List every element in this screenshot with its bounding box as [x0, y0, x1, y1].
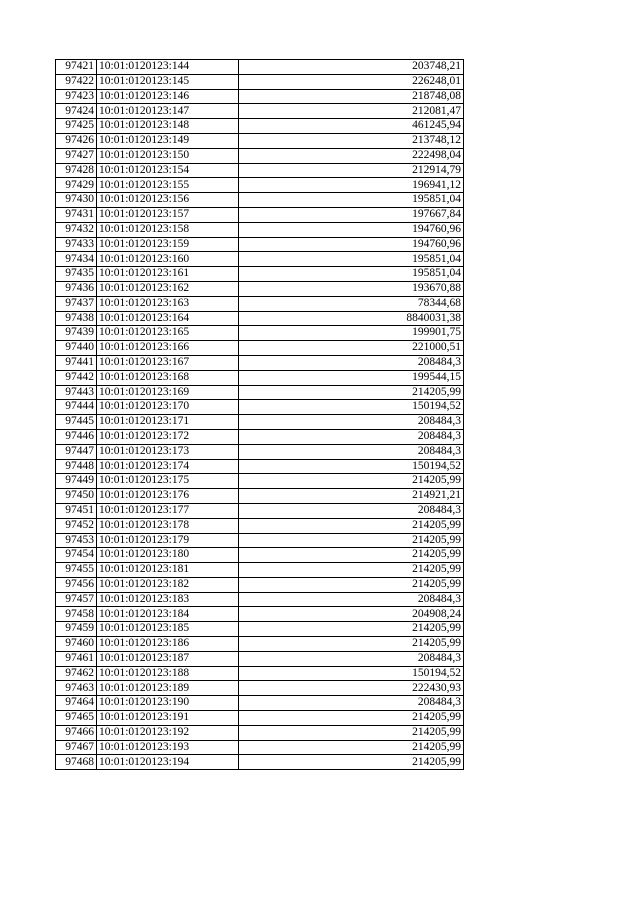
- cadastral-number-cell: 10:01:0120123:192: [97, 725, 239, 740]
- cadastral-value-cell: 222430,93: [239, 681, 464, 696]
- row-number-cell: 97433: [56, 237, 97, 252]
- cadastral-value-cell: 208484,3: [239, 429, 464, 444]
- cadastral-value-cell: 214205,99: [239, 518, 464, 533]
- cadastral-value-cell: 194760,96: [239, 222, 464, 237]
- table-row: [56, 415, 464, 430]
- cadastral-value-cell: 208484,3: [239, 696, 464, 711]
- table-row: [56, 651, 464, 666]
- cadastral-value-cell: 461245,94: [239, 119, 464, 134]
- table-row: [56, 193, 464, 208]
- table-row: [56, 563, 464, 578]
- cadastral-number-cell: 10:01:0120123:149: [97, 133, 239, 148]
- row-number-cell: 97426: [56, 133, 97, 148]
- cadastral-number-cell: 10:01:0120123:193: [97, 740, 239, 755]
- table-row: [56, 326, 464, 341]
- cadastral-number-cell: 10:01:0120123:166: [97, 341, 239, 356]
- cadastral-value-cell: 193670,88: [239, 281, 464, 296]
- cadastral-value-table: [55, 59, 464, 770]
- cadastral-number-cell: 10:01:0120123:180: [97, 548, 239, 563]
- cadastral-value-cell: 214921,21: [239, 489, 464, 504]
- row-number-cell: 97443: [56, 385, 97, 400]
- cadastral-value-cell: 199901,75: [239, 326, 464, 341]
- table-row: [56, 548, 464, 563]
- row-number-cell: 97447: [56, 444, 97, 459]
- cadastral-number-cell: 10:01:0120123:163: [97, 296, 239, 311]
- cadastral-value-cell: 214205,99: [239, 622, 464, 637]
- cadastral-value-cell: 214205,99: [239, 563, 464, 578]
- cadastral-value-cell: 214205,99: [239, 740, 464, 755]
- table-row: [56, 252, 464, 267]
- row-number-cell: 97457: [56, 592, 97, 607]
- cadastral-value-cell: 208484,3: [239, 503, 464, 518]
- cadastral-number-cell: 10:01:0120123:189: [97, 681, 239, 696]
- cadastral-number-cell: 10:01:0120123:168: [97, 370, 239, 385]
- row-number-cell: 97456: [56, 577, 97, 592]
- cadastral-number-cell: 10:01:0120123:150: [97, 148, 239, 163]
- cadastral-number-cell: 10:01:0120123:146: [97, 89, 239, 104]
- table-body: [56, 60, 464, 770]
- table-row: [56, 696, 464, 711]
- cadastral-number-cell: 10:01:0120123:164: [97, 311, 239, 326]
- row-number-cell: 97439: [56, 326, 97, 341]
- table-row: [56, 355, 464, 370]
- cadastral-number-cell: 10:01:0120123:185: [97, 622, 239, 637]
- cadastral-number-cell: 10:01:0120123:173: [97, 444, 239, 459]
- table-row: [56, 474, 464, 489]
- cadastral-number-cell: 10:01:0120123:156: [97, 193, 239, 208]
- row-number-cell: 97467: [56, 740, 97, 755]
- row-number-cell: 97450: [56, 489, 97, 504]
- cadastral-value-cell: 214205,99: [239, 385, 464, 400]
- row-number-cell: 97444: [56, 400, 97, 415]
- row-number-cell: 97465: [56, 711, 97, 726]
- cadastral-value-cell: 214205,99: [239, 533, 464, 548]
- cadastral-value-cell: 208484,3: [239, 444, 464, 459]
- cadastral-value-cell: 213748,12: [239, 133, 464, 148]
- table-row: [56, 518, 464, 533]
- cadastral-number-cell: 10:01:0120123:179: [97, 533, 239, 548]
- row-number-cell: 97461: [56, 651, 97, 666]
- row-number-cell: 97455: [56, 563, 97, 578]
- cadastral-value-cell: 196941,12: [239, 178, 464, 193]
- cadastral-value-cell: 208484,3: [239, 592, 464, 607]
- cadastral-number-cell: 10:01:0120123:170: [97, 400, 239, 415]
- table-row: [56, 341, 464, 356]
- cadastral-number-cell: 10:01:0120123:188: [97, 666, 239, 681]
- cadastral-value-cell: 214205,99: [239, 637, 464, 652]
- cadastral-number-cell: 10:01:0120123:169: [97, 385, 239, 400]
- cadastral-number-cell: 10:01:0120123:162: [97, 281, 239, 296]
- cadastral-number-cell: 10:01:0120123:176: [97, 489, 239, 504]
- table-row: [56, 296, 464, 311]
- table-row: [56, 459, 464, 474]
- cadastral-number-cell: 10:01:0120123:186: [97, 637, 239, 652]
- row-number-cell: 97424: [56, 104, 97, 119]
- table-row: [56, 637, 464, 652]
- row-number-cell: 97434: [56, 252, 97, 267]
- cadastral-number-cell: 10:01:0120123:148: [97, 119, 239, 134]
- row-number-cell: 97464: [56, 696, 97, 711]
- row-number-cell: 97454: [56, 548, 97, 563]
- cadastral-number-cell: 10:01:0120123:172: [97, 429, 239, 444]
- row-number-cell: 97429: [56, 178, 97, 193]
- cadastral-number-cell: 10:01:0120123:191: [97, 711, 239, 726]
- cadastral-number-cell: 10:01:0120123:184: [97, 607, 239, 622]
- cadastral-value-cell: 204908,24: [239, 607, 464, 622]
- row-number-cell: 97466: [56, 725, 97, 740]
- cadastral-value-cell: 222498,04: [239, 148, 464, 163]
- cadastral-value-cell: 195851,04: [239, 252, 464, 267]
- cadastral-number-cell: 10:01:0120123:177: [97, 503, 239, 518]
- cadastral-value-cell: 194760,96: [239, 237, 464, 252]
- cadastral-value-cell: 78344,68: [239, 296, 464, 311]
- table-row: [56, 577, 464, 592]
- table-row: [56, 74, 464, 89]
- cadastral-value-cell: 195851,04: [239, 193, 464, 208]
- cadastral-number-cell: 10:01:0120123:183: [97, 592, 239, 607]
- table-row: [56, 725, 464, 740]
- table-row: [56, 237, 464, 252]
- row-number-cell: 97437: [56, 296, 97, 311]
- table-row: [56, 163, 464, 178]
- table-row: [56, 60, 464, 75]
- cadastral-value-cell: 150194,52: [239, 459, 464, 474]
- table-row: [56, 681, 464, 696]
- table-row: [56, 740, 464, 755]
- cadastral-value-cell: 197667,84: [239, 207, 464, 222]
- cadastral-value-cell: 208484,3: [239, 651, 464, 666]
- cadastral-number-cell: 10:01:0120123:194: [97, 755, 239, 770]
- table-row: [56, 592, 464, 607]
- table-row: [56, 607, 464, 622]
- table-row: [56, 222, 464, 237]
- cadastral-value-cell: 195851,04: [239, 267, 464, 282]
- table-row: [56, 429, 464, 444]
- row-number-cell: 97460: [56, 637, 97, 652]
- cadastral-number-cell: 10:01:0120123:144: [97, 60, 239, 75]
- row-number-cell: 97423: [56, 89, 97, 104]
- cadastral-number-cell: 10:01:0120123:190: [97, 696, 239, 711]
- cadastral-number-cell: 10:01:0120123:181: [97, 563, 239, 578]
- table-row: [56, 489, 464, 504]
- cadastral-number-cell: 10:01:0120123:154: [97, 163, 239, 178]
- cadastral-value-cell: 214205,99: [239, 577, 464, 592]
- row-number-cell: 97438: [56, 311, 97, 326]
- table-row: [56, 622, 464, 637]
- table-row: [56, 207, 464, 222]
- table-row: [56, 267, 464, 282]
- table-row: [56, 133, 464, 148]
- cadastral-number-cell: 10:01:0120123:178: [97, 518, 239, 533]
- table-row: [56, 711, 464, 726]
- cadastral-number-cell: 10:01:0120123:182: [97, 577, 239, 592]
- table-row: [56, 311, 464, 326]
- cadastral-value-cell: 208484,3: [239, 415, 464, 430]
- row-number-cell: 97436: [56, 281, 97, 296]
- table-row: [56, 89, 464, 104]
- cadastral-number-cell: 10:01:0120123:147: [97, 104, 239, 119]
- cadastral-value-cell: 212081,47: [239, 104, 464, 119]
- row-number-cell: 97463: [56, 681, 97, 696]
- table-row: [56, 533, 464, 548]
- row-number-cell: 97422: [56, 74, 97, 89]
- cadastral-number-cell: 10:01:0120123:158: [97, 222, 239, 237]
- cadastral-number-cell: 10:01:0120123:161: [97, 267, 239, 282]
- row-number-cell: 97441: [56, 355, 97, 370]
- row-number-cell: 97451: [56, 503, 97, 518]
- cadastral-number-cell: 10:01:0120123:167: [97, 355, 239, 370]
- row-number-cell: 97448: [56, 459, 97, 474]
- row-number-cell: 97430: [56, 193, 97, 208]
- cadastral-number-cell: 10:01:0120123:174: [97, 459, 239, 474]
- row-number-cell: 97458: [56, 607, 97, 622]
- cadastral-value-cell: 212914,79: [239, 163, 464, 178]
- cadastral-value-cell: 208484,3: [239, 355, 464, 370]
- cadastral-number-cell: 10:01:0120123:175: [97, 474, 239, 489]
- table-row: [56, 385, 464, 400]
- table-row: [56, 400, 464, 415]
- table-row: [56, 178, 464, 193]
- cadastral-value-cell: 150194,52: [239, 400, 464, 415]
- cadastral-value-cell: 214205,99: [239, 725, 464, 740]
- cadastral-value-cell: 214205,99: [239, 711, 464, 726]
- table-row: [56, 148, 464, 163]
- cadastral-value-cell: 226248,01: [239, 74, 464, 89]
- row-number-cell: 97445: [56, 415, 97, 430]
- table-row: [56, 666, 464, 681]
- table-row: [56, 281, 464, 296]
- table-row: [56, 755, 464, 770]
- cadastral-value-cell: 214205,99: [239, 755, 464, 770]
- cadastral-number-cell: 10:01:0120123:155: [97, 178, 239, 193]
- row-number-cell: 97431: [56, 207, 97, 222]
- row-number-cell: 97427: [56, 148, 97, 163]
- cadastral-number-cell: 10:01:0120123:187: [97, 651, 239, 666]
- row-number-cell: 97442: [56, 370, 97, 385]
- row-number-cell: 97432: [56, 222, 97, 237]
- row-number-cell: 97459: [56, 622, 97, 637]
- row-number-cell: 97462: [56, 666, 97, 681]
- row-number-cell: 97468: [56, 755, 97, 770]
- row-number-cell: 97425: [56, 119, 97, 134]
- cadastral-value-cell: 214205,99: [239, 548, 464, 563]
- row-number-cell: 97452: [56, 518, 97, 533]
- row-number-cell: 97440: [56, 341, 97, 356]
- table-row: [56, 119, 464, 134]
- cadastral-value-cell: 199544,15: [239, 370, 464, 385]
- cadastral-value-cell: 218748,08: [239, 89, 464, 104]
- cadastral-number-cell: 10:01:0120123:159: [97, 237, 239, 252]
- cadastral-value-cell: 8840031,38: [239, 311, 464, 326]
- cadastral-value-cell: 214205,99: [239, 474, 464, 489]
- row-number-cell: 97435: [56, 267, 97, 282]
- table-row: [56, 444, 464, 459]
- row-number-cell: 97453: [56, 533, 97, 548]
- cadastral-number-cell: 10:01:0120123:165: [97, 326, 239, 341]
- cadastral-number-cell: 10:01:0120123:160: [97, 252, 239, 267]
- cadastral-value-cell: 150194,52: [239, 666, 464, 681]
- row-number-cell: 97449: [56, 474, 97, 489]
- table-row: [56, 104, 464, 119]
- cadastral-value-cell: 221000,51: [239, 341, 464, 356]
- cadastral-number-cell: 10:01:0120123:145: [97, 74, 239, 89]
- table-row: [56, 503, 464, 518]
- cadastral-number-cell: 10:01:0120123:157: [97, 207, 239, 222]
- cadastral-value-cell: 203748,21: [239, 60, 464, 75]
- table-row: [56, 370, 464, 385]
- cadastral-number-cell: 10:01:0120123:171: [97, 415, 239, 430]
- row-number-cell: 97428: [56, 163, 97, 178]
- row-number-cell: 97446: [56, 429, 97, 444]
- row-number-cell: 97421: [56, 60, 97, 75]
